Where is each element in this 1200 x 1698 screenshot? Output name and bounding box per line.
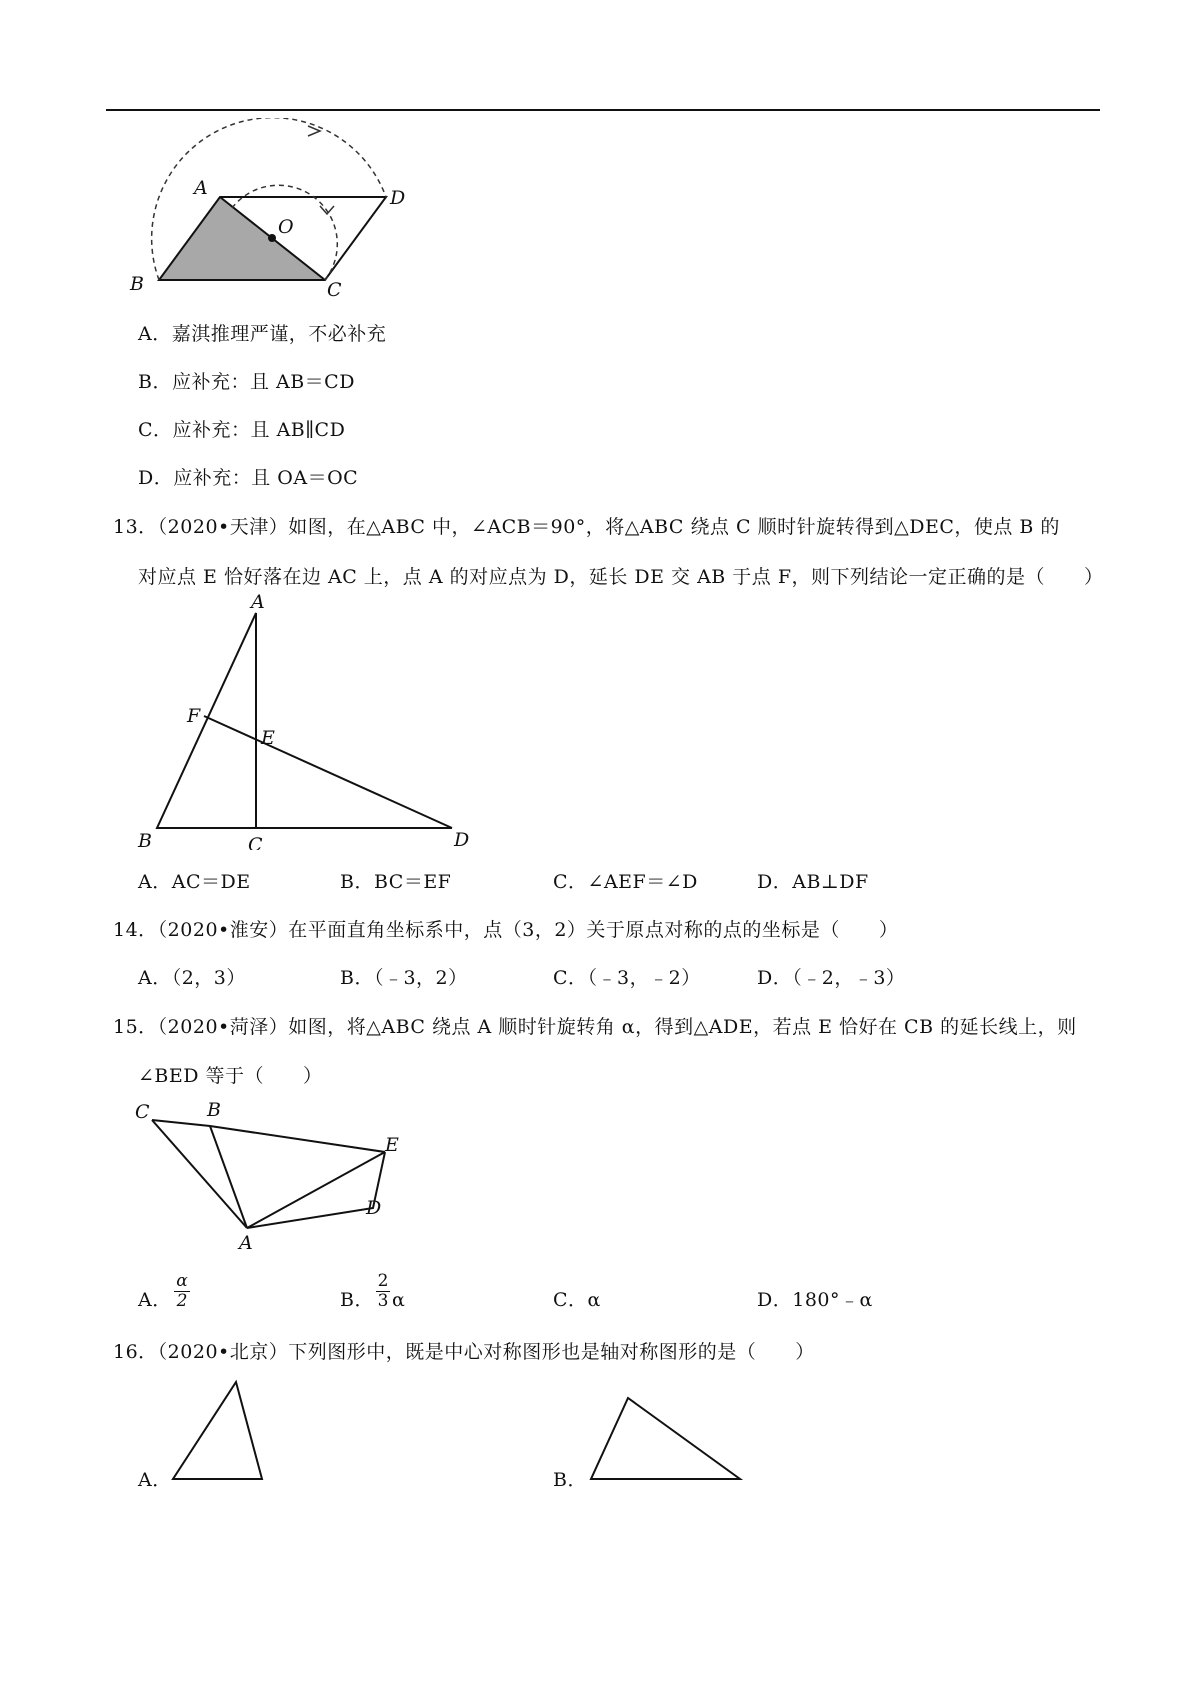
q15-option-c: C．α xyxy=(553,1289,601,1311)
label-c: C xyxy=(135,1101,150,1123)
q12-option-a: A．嘉淇推理严谨，不必补充 xyxy=(138,323,387,345)
q14-question: 14．（2020•淮安）在平面直角坐标系中，点（3，2）关于原点对称的点的坐标是（ ） xyxy=(113,919,899,941)
q15-option-a-fraction xyxy=(174,1273,190,1310)
fraction-numerator: α xyxy=(176,1271,188,1291)
label-e: E xyxy=(385,1134,399,1156)
label-c: C xyxy=(248,834,263,850)
q15-option-a-label: A． xyxy=(138,1289,172,1311)
label-d: D xyxy=(454,829,470,850)
q15-figure xyxy=(125,1098,425,1258)
q15-question-line2: ∠BED 等于（ ） xyxy=(138,1065,323,1087)
center-o-point xyxy=(268,234,276,242)
q16-option-a-figure xyxy=(165,1378,275,1484)
label-a: A xyxy=(239,1232,253,1254)
q13-question-line2: 对应点 E 恰好落在边 AC 上，点 A 的对应点为 D，延长 DE 交 AB 于点 F，则下列结论一定正确的是（ ） xyxy=(138,566,1104,588)
q16-option-b: B． xyxy=(553,1469,587,1491)
q15-option-b-tail: α xyxy=(392,1289,406,1311)
header-rule xyxy=(106,109,1100,111)
q13-figure xyxy=(120,590,480,850)
q15-option-d: D．180°﹣α xyxy=(757,1289,873,1311)
label-b: B xyxy=(207,1099,221,1121)
q14-option-a: A．（2，3） xyxy=(138,967,246,989)
fraction-numerator: 2 xyxy=(377,1271,389,1291)
q13-question-line1: 13．（2020•天津）如图，在△ABC 中，∠ACB＝90°，将△ABC 绕点 C 顺时针旋转得到△DEC，使点 B 的 xyxy=(113,516,1060,538)
label-b: B xyxy=(138,830,152,850)
q15-option-b-fraction xyxy=(376,1273,390,1310)
label-a: A xyxy=(251,591,265,613)
fraction-denominator: 3 xyxy=(377,1291,389,1311)
q12-figure xyxy=(120,118,420,298)
label-o: O xyxy=(278,216,294,238)
q16-option-a: A． xyxy=(138,1469,172,1491)
q14-option-b: B．（﹣3，2） xyxy=(340,967,468,989)
label-b: B xyxy=(130,273,144,295)
label-d: D xyxy=(366,1197,382,1219)
q12-option-c: C．应补充：且 AB∥CD xyxy=(138,419,346,441)
q13-option-d: D．AB⊥DF xyxy=(757,871,869,893)
q13-option-b: B．BC＝EF xyxy=(340,871,452,893)
label-c: C xyxy=(327,279,342,298)
q16-question: 16．（2020•北京）下列图形中，既是中心对称图形也是轴对称图形的是（ ） xyxy=(113,1341,815,1363)
q15-option-b-label: B． xyxy=(340,1289,374,1311)
q12-option-d: D．应补充：且 OA＝OC xyxy=(138,467,359,489)
q15-question-line1: 15．（2020•菏泽）如图，将△ABC 绕点 A 顺时针旋转角 α，得到△ADE，若点 E 恰好在 CB 的延长线上，则 xyxy=(113,1016,1077,1038)
q16-option-b-figure xyxy=(585,1392,750,1486)
q13-option-c: C．∠AEF＝∠D xyxy=(553,871,698,893)
label-d: D xyxy=(390,187,406,209)
fraction-denominator: 2 xyxy=(176,1291,188,1311)
label-a: A xyxy=(194,177,208,199)
label-f: F xyxy=(187,705,201,727)
label-e: E xyxy=(261,727,275,749)
q12-option-b: B．应补充：且 AB＝CD xyxy=(138,371,355,393)
q14-option-c: C．（﹣3，﹣2） xyxy=(553,967,701,989)
q14-option-d: D．（﹣2，﹣3） xyxy=(757,967,906,989)
q13-option-a: A．AC＝DE xyxy=(138,871,251,893)
